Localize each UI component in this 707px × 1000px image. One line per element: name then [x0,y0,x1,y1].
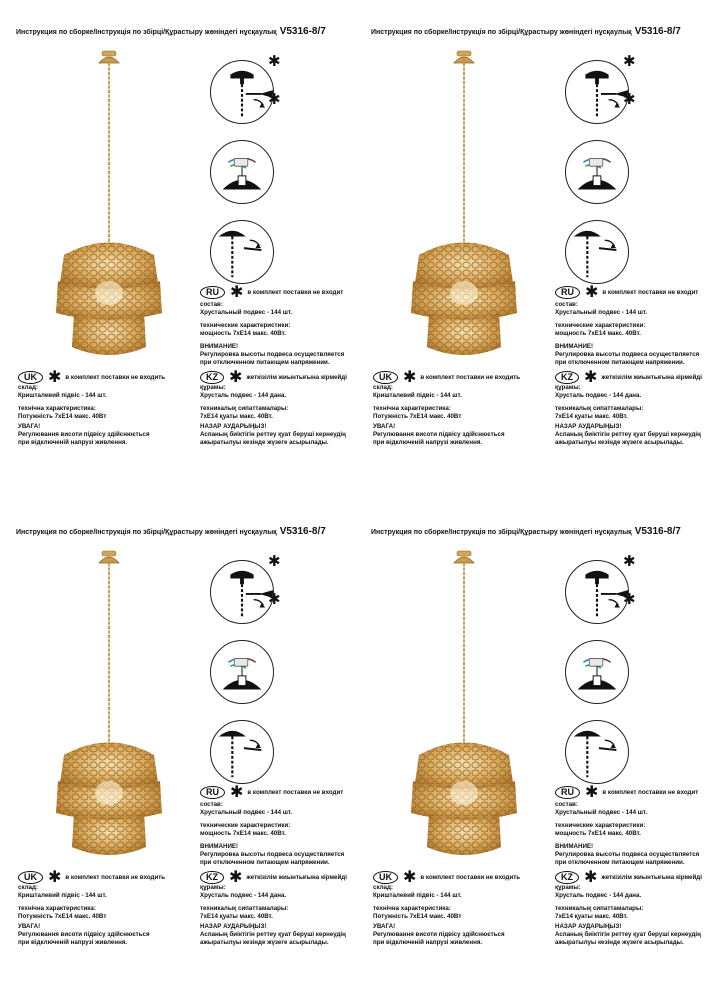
asterisk-icon: ✱ [585,283,599,301]
instruction-panel-2 [365,20,705,490]
instruction-title: Инструкция по сборке/Інструкція по збірці/Құрастыру жөніндегі нұсқаулық V5316-8/7 [371,526,681,537]
model-number: V5316-8/7 [279,526,326,537]
ceiling-cup-chain-diagram [565,560,629,624]
kz-spec-text: құрамы: Хрусталь подвес - 144 дана. техникалық сипаттамалары: 7хE14 қуаты макс. 40Вт. НАЗАР АУДАРЫҢЫЗ! Аспаның биіктігін реттеу қуат беруші кернеудің ажыратылуы кезінде жүзеге асырылады. [555,884,701,946]
lang-badge-kz: KZ [200,371,224,384]
ru-spec-text: состав: Хрустальный подвес - 144 шт. технические характеристики: мощность 7хE14 макс. 40Вт. ВНИМАНИЕ! Регулировка высоты подвеса осуществляется при отключенном питающем напряжении. [555,801,700,866]
lang-badge-kz: KZ [555,371,579,384]
not-included-asterisk: ✱ [623,591,636,608]
lang-badge-uk: UK [18,371,43,384]
asterisk-icon: ✱ [584,868,598,886]
asterisk-icon: ✱ [230,783,244,801]
chandelier-illustration [44,45,174,375]
uk-note-row: UK ✱ в комплект поставки не входить [18,871,165,884]
ru-spec-text: состав: Хрустальный подвес - 144 шт. технические характеристики: мощность 7хE14 макс. 40Вт. ВНИМАНИЕ! Регулировка высоты подвеса осуществляется при отключенном питающем напряжении. [200,301,345,366]
ru-spec-text: состав: Хрустальный подвес - 144 шт. технические характеристики: мощность 7хE14 макс. 40Вт. ВНИМАНИЕ! Регулировка высоты подвеса осуществляется при отключенном питающем напряжении. [200,801,345,866]
kz-note-row: KZ ✱ жеткізілім жиынтығына кірмейді [555,871,702,884]
not-included-asterisk: ✱ [623,53,636,70]
not-included-asterisk: ✱ [268,53,281,70]
instruction-panel-3 [10,520,350,990]
not-included-asterisk: ✱ [268,553,281,570]
chandelier-illustration [399,45,529,375]
lang-badge-ru: RU [200,786,225,799]
lang-badge-ru: RU [200,286,225,299]
wiring-connection-diagram [210,640,274,704]
ru-note-row: RU ✱ в комплект поставки не входит [200,286,343,299]
kz-note-row: KZ ✱ жеткізілім жиынтығына кірмейді [200,371,347,384]
ceiling-cup-chain-diagram [210,60,274,124]
not-included-asterisk: ✱ [623,553,636,570]
model-number: V5316-8/7 [634,26,681,37]
asterisk-icon: ✱ [229,368,243,386]
lang-badge-uk: UK [18,871,43,884]
uk-note-row: UK ✱ в комплект поставки не входить [373,371,520,384]
ru-note-row: RU ✱ в комплект поставки не входит [200,786,343,799]
not-included-asterisk: ✱ [623,91,636,108]
ru-spec-text: состав: Хрустальный подвес - 144 шт. технические характеристики: мощность 7хE14 макс. 40Вт. ВНИМАНИЕ! Регулировка высоты подвеса осуществляется при отключенном питающем напряжении. [555,301,700,366]
kz-note-row: KZ ✱ жеткізілім жиынтығына кірмейді [200,871,347,884]
kz-spec-text: құрамы: Хрусталь подвес - 144 дана. техникалық сипаттамалары: 7хE14 қуаты макс. 40Вт. НАЗАР АУДАРЫҢЫЗ! Аспаның биіктігін реттеу қуат беруші кернеудің ажыратылуы кезінде жүзеге асырылады. [200,384,346,446]
ceiling-cup-chain-diagram [210,560,274,624]
uk-note-row: UK ✱ в комплект поставки не входить [373,871,520,884]
uk-note-row: UK ✱ в комплект поставки не входить [18,371,165,384]
instruction-panel-4 [365,520,705,990]
asterisk-icon: ✱ [403,868,417,886]
kz-spec-text: құрамы: Хрусталь подвес - 144 дана. техникалық сипаттамалары: 7хE14 қуаты макс. 40Вт. НАЗАР АУДАРЫҢЫЗ! Аспаның биіктігін реттеу қуат беруші кернеудің ажыратылуы кезінде жүзеге асырылады. [555,384,701,446]
ceiling-cup-chain-diagram [565,60,629,124]
asterisk-icon: ✱ [585,783,599,801]
kz-spec-text: құрамы: Хрусталь подвес - 144 дана. техникалық сипаттамалары: 7хE14 қуаты макс. 40Вт. НАЗАР АУДАРЫҢЫЗ! Аспаның биіктігін реттеу қуат беруші кернеудің ажыратылуы кезінде жүзеге асырылады. [200,884,346,946]
instruction-panel-1 [10,20,350,490]
kz-note-row: KZ ✱ жеткізілім жиынтығына кірмейді [555,371,702,384]
lang-badge-kz: KZ [200,871,224,884]
uk-spec-text: склад: Кришталевий підвіс - 144 шт. технічна характеристика: Потужність 7хE14 макс. 40Вт УВАГА! Регулювання висоти підвісу здійснюється при відключеній напрузі живлення. [373,384,505,446]
wiring-connection-diagram [565,140,629,204]
wiring-connection-diagram [565,640,629,704]
lang-badge-ru: RU [555,286,580,299]
uk-spec-text: склад: Кришталевий підвіс - 144 шт. технічна характеристика: Потужність 7хE14 макс. 40Вт УВАГА! Регулювання висоти підвісу здійснюється при відключеній напрузі живлення. [18,884,150,946]
asterisk-icon: ✱ [230,283,244,301]
asterisk-icon: ✱ [48,868,62,886]
ru-note-row: RU ✱ в комплект поставки не входит [555,286,698,299]
model-number: V5316-8/7 [279,26,326,37]
instruction-title: Инструкция по сборке/Інструкція по збірці/Құрастыру жөніндегі нұсқаулық V5316-8/7 [16,526,326,537]
uk-spec-text: склад: Кришталевий підвіс - 144 шт. технічна характеристика: Потужність 7хE14 макс. 40Вт УВАГА! Регулювання висоти підвісу здійснюється при відключеній напрузі живлення. [373,884,505,946]
not-included-asterisk: ✱ [268,591,281,608]
asterisk-icon: ✱ [584,368,598,386]
lang-badge-uk: UK [373,871,398,884]
asterisk-icon: ✱ [48,368,62,386]
instruction-title: Инструкция по сборке/Інструкція по збірці/Құрастыру жөніндегі нұсқаулық V5316-8/7 [371,26,681,37]
uk-spec-text: склад: Кришталевий підвіс - 144 шт. технічна характеристика: Потужність 7хE14 макс. 40Вт УВАГА! Регулювання висоти підвісу здійснюється при відключеній напрузі живлення. [18,384,150,446]
lang-badge-kz: KZ [555,871,579,884]
chandelier-illustration [44,545,174,875]
not-included-asterisk: ✱ [268,91,281,108]
instruction-title: Инструкция по сборке/Інструкція по збірці/Құрастыру жөніндегі нұсқаулық V5316-8/7 [16,26,326,37]
height-adjust-diagram [210,720,274,784]
height-adjust-diagram [210,220,274,284]
ru-note-row: RU ✱ в комплект поставки не входит [555,786,698,799]
lang-badge-uk: UK [373,371,398,384]
lang-badge-ru: RU [555,786,580,799]
model-number: V5316-8/7 [634,526,681,537]
height-adjust-diagram [565,220,629,284]
asterisk-icon: ✱ [229,868,243,886]
height-adjust-diagram [565,720,629,784]
asterisk-icon: ✱ [403,368,417,386]
chandelier-illustration [399,545,529,875]
wiring-connection-diagram [210,140,274,204]
